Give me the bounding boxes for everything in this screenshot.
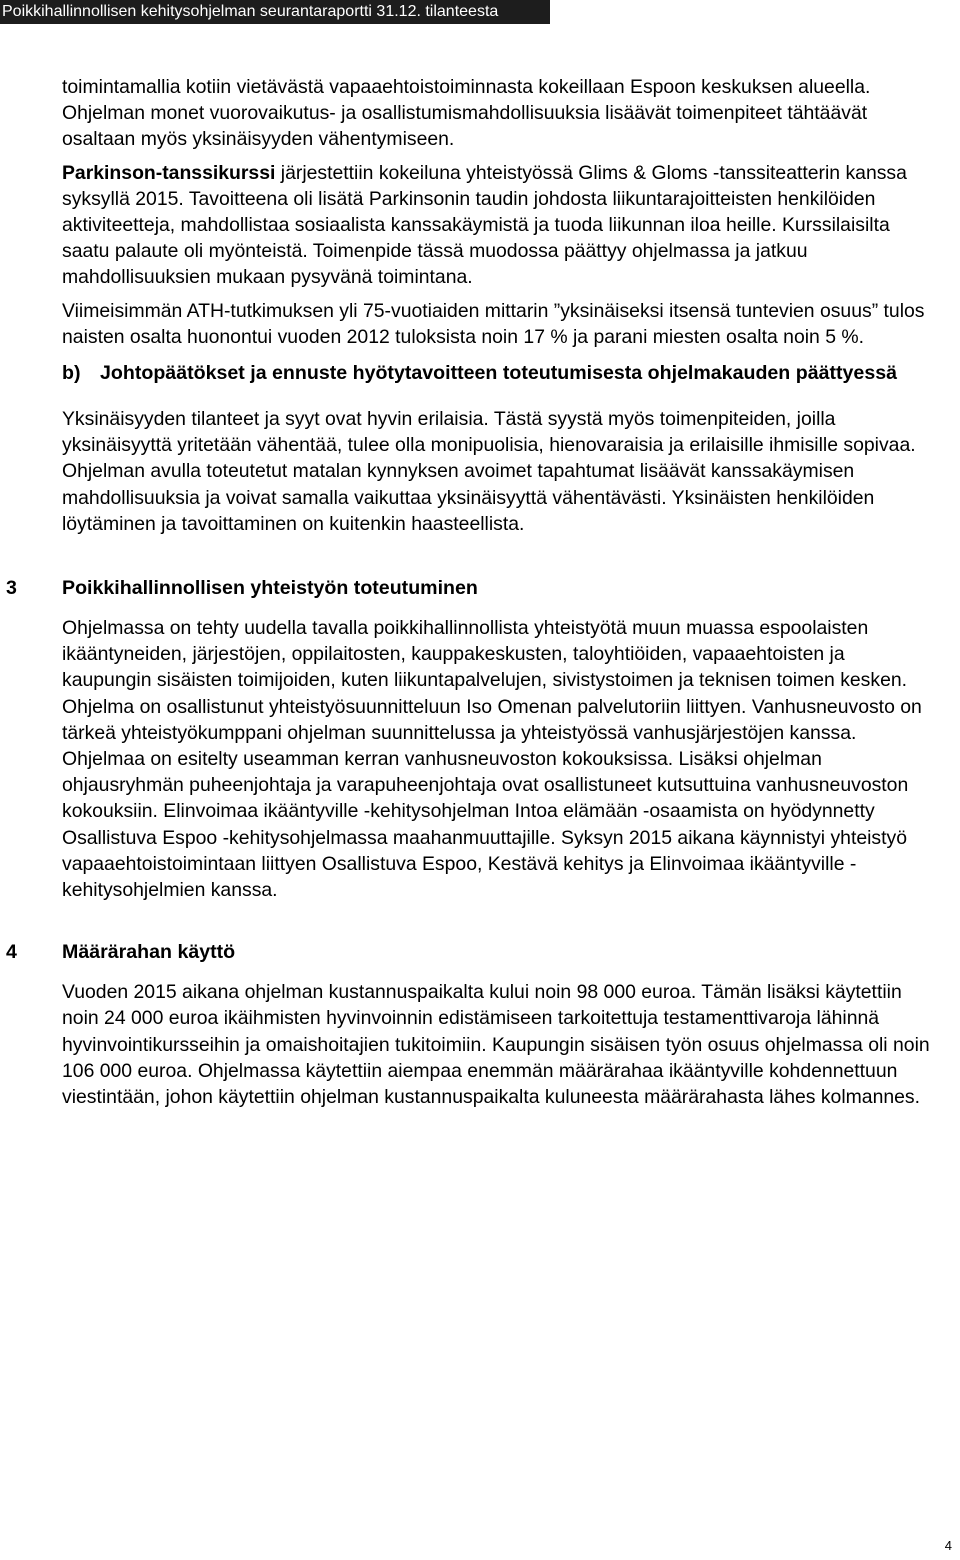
subsection-letter: b) — [62, 362, 81, 385]
section-4-title: Määrärahan käyttö — [62, 941, 236, 964]
paragraph-conclusions: Yksinäisyyden tilanteet ja syyt ovat hyvin erilaisia. Tästä syystä myös toimenpiteiden, joilla yksinäisyyttä yritetään vähentää, tulee olla monipuolisia, hienovaraisia ja erilaisille ihmisille sopivaa. Ohjelman avulla toteutetut matalan kynnyksen avoimet tapahtumat lisäävät kanssakäymisen mahdollisuuksia ja voivat samalla vaikuttaa yksinäisyyttä vähentävästi. Yksinäisten henkilöiden löytäminen ja tavoittaminen on kuitenkin haasteellista. — [62, 408, 916, 535]
section-3-heading — [6, 575, 937, 601]
parkinson-course-title: Parkinson-tanssikurssi — [62, 161, 276, 184]
header-title: Poikkihallinnollisen kehitysohjelman seurantaraportti 31.12. tilanteesta — [2, 3, 499, 20]
section-3-title: Poikkihallinnollisen yhteistyön toteutuminen — [62, 577, 478, 600]
paragraph-parkinson-dance — [62, 160, 937, 291]
page-number: 4 — [944, 1538, 952, 1553]
subsection-title: Johtopäätökset ja ennuste hyötytavoitteen toteutumisesta ohjelmakauden päättyessä — [100, 362, 898, 385]
paragraph-espoo-volunteering: toimintamallia kotiin vietävästä vapaaehtoistoiminnasta kokeillaan Espoon keskuksen alueella. Ohjelman monet vuorovaikutus- ja osallistumismahdollisuuksia lisäävät toimenpiteet tähtäävät osaltaan myös yksinäisyyden vähentymiseen. — [62, 76, 871, 151]
subsection-heading-b — [62, 360, 937, 386]
section-4-number: 4 — [6, 941, 17, 964]
section-3-number: 3 — [6, 577, 17, 600]
page-content — [6, 74, 937, 1110]
parkinson-course-text: järjestettiin kokeiluna yhteistyössä Glims & Gloms -tanssiteatterin kanssa syksyllä 2015. Tavoitteena oli lisätä Parkinsonin taudin johdosta liikuntarajoitteisten henkilöiden aktiviteetteja, mahdollistaa sosiaalista kanssakäymistä ja tuoda liikunnan iloa heille. Kurssilaisilta saatu palaute oli myönteistä. Toimenpide tässä muodossa päättyy ohjelmassa ja jatkuu mahdollisuuksien mukaan pysyvänä toimintana. — [62, 161, 907, 289]
paragraph-ath-survey: Viimeisimmän ATH-tutkimuksen yli 75-vuotiaiden mittarin ”yksinäiseksi itsensä tuntevien osuus” tulos naisten osalta huonontui vuoden 2012 tuloksista noin 17 % ja parani miesten osalta noin 5 %. — [62, 299, 925, 348]
document-header — [0, 0, 550, 24]
paragraph-budget-use: Vuoden 2015 aikana ohjelman kustannuspaikalta kului noin 98 000 euroa. Tämän lisäksi käytettiin noin 24 000 euroa ikäihmisten hyvinvoinnin edistämiseen tarkoitettuja testamenttivaroja lähinnä hyvinvointikursseihin ja omaishoitajien tukitoimiin. Kaupungin sisäisen työn osuus ohjelmassa oli noin 106 000 euroa. Ohjelmassa käytettiin aiempaa enemmän määrärahaa ikääntyville kohdennettuun viestintään, johon käytettiin ohjelman kustannuspaikalta kuluneesta määrärahasta lähes kolmannes. — [62, 981, 930, 1109]
paragraph-cross-admin-cooperation: Ohjelmassa on tehty uudella tavalla poikkihallinnollista yhteistyötä muun muassa espoolaisten ikääntyneiden, järjestöjen, oppilaitosten, kauppakeskusten, taloyhtiöiden, vapaaehtoisten ja kaupungin sisäisten toimijoiden, kuten liikuntapalvelujen, sivistystoimen ja teknisen toimen kesken. Ohjelma on osallistunut yhteistyösuunnitteluun Iso Omenan palvelutoriin liittyen. Vanhusneuvosto on tärkeä yhteistyökumppani ohjelman suunnittelussa ja yhteistyössä vanhusjärjestöjen kanssa. Ohjelmaa on esitelty useamman kerran vanhusneuvoston kokouksissa. Lisäksi ohjelman ohjausryhmän puheenjohtaja ja varapuheenjohtaja ovat osallistuneet kutsuttuina vanhusneuvoston kokouksiin. Elinvoimaa ikääntyville -kehitysohjelman Intoa elämään -osaamista on hyödynnetty Osallistuva Espoo -kehitysohjelmassa maahanmuuttajille. Syksyn 2015 aikana käynnistyi yhteistyö vapaaehtoistoimintaan liittyen Osallistuva Espoo, Kestävä kehitys ja Elinvoimaa ikääntyville -kehitysohjelmien kanssa. — [62, 617, 922, 902]
section-4-heading — [6, 939, 937, 965]
